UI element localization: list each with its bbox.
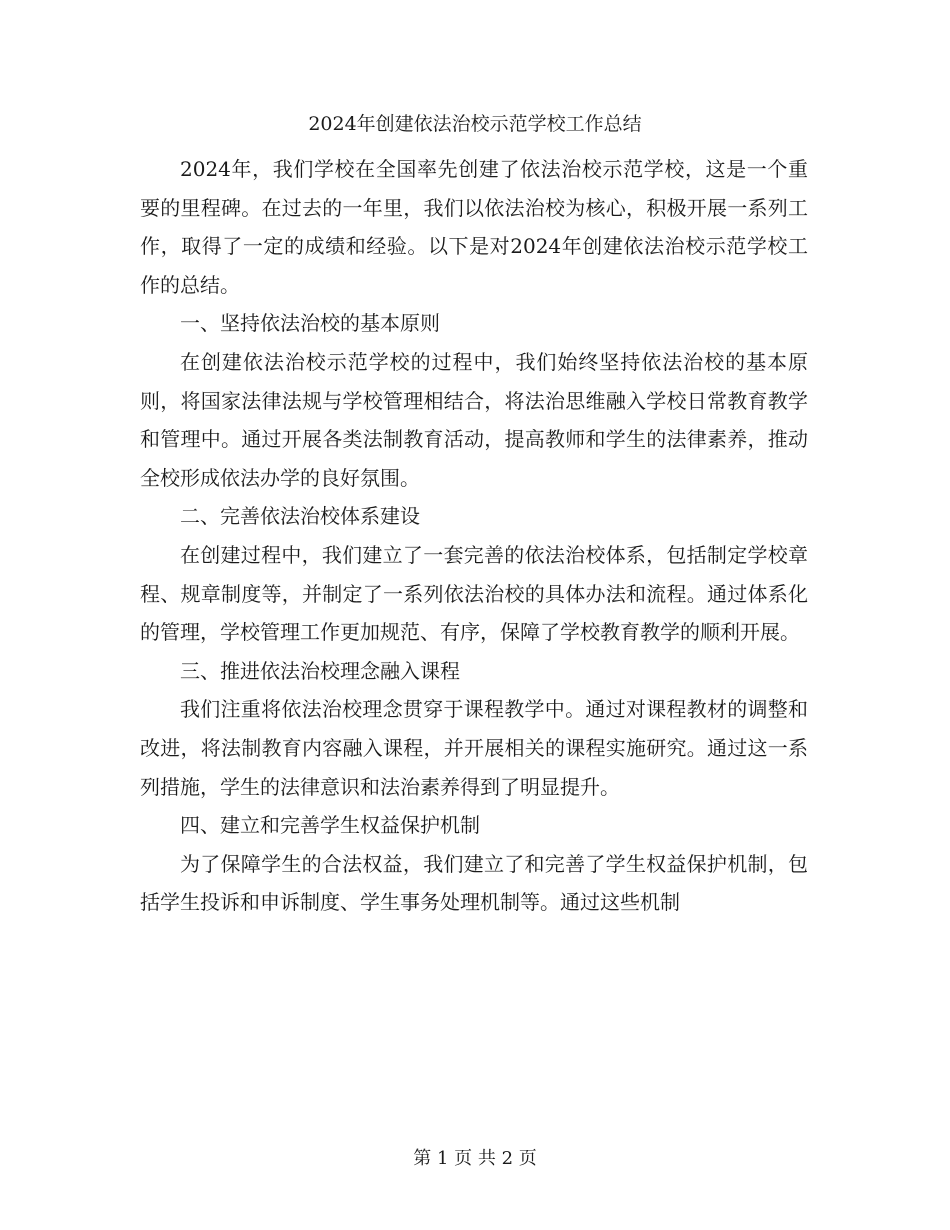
paragraph-section-2: 在创建过程中，我们建立了一套完善的依法治校体系，包括制定学校章程、规章制度等，并制定了一系列依法治校的具体办法和流程。通过体系化的管理，学校管理工作更加规范、有序，保障了学校教育教学的顺利开展。 — [140, 542, 808, 645]
paragraph-section-3: 我们注重将依法治校理念贯穿于课程教学中。通过对课程教材的调整和改进，将法制教育内容融入课程，并开展相关的课程实施研究。通过这一系列措施，学生的法律意识和法治素养得到了明显提升。 — [140, 697, 808, 799]
section-heading-3: 三、推进依法治校理念融入课程 — [180, 658, 460, 683]
section-heading-4: 四、建立和完善学生权益保护机制 — [180, 813, 480, 838]
page-number-footer: 第 1 页 共 2 页 — [413, 1148, 537, 1169]
document-title: 2024年创建依法治校示范学校工作总结 — [308, 113, 642, 135]
paragraph-intro: 2024年，我们学校在全国率先创建了依法治校示范学校，这是一个重要的里程碑。在过去的一年里，我们以依法治校为核心，积极开展一系列工作，取得了一定的成绩和经验。以下是对2024年创建依法治校示范学校工作的总结。 — [140, 157, 808, 297]
paragraph-section-1: 在创建依法治校示范学校的过程中，我们始终坚持依法治校的基本原则，将国家法律法规与学校管理相结合，将法治思维融入学校日常教育教学和管理中。通过开展各类法制教育活动，提高教师和学生的法律素养，推动全校形成依法办学的良好氛围。 — [140, 349, 808, 490]
section-heading-1: 一、坚持依法治校的基本原则 — [180, 311, 440, 336]
document-body — [140, 150, 808, 922]
section-heading-2: 二、完善依法治校体系建设 — [180, 504, 420, 529]
paragraph-section-4: 为了保障学生的合法权益，我们建立了和完善了学生权益保护机制，包括学生投诉和申诉制度、学生事务处理机制等。通过这些机制 — [140, 851, 808, 915]
